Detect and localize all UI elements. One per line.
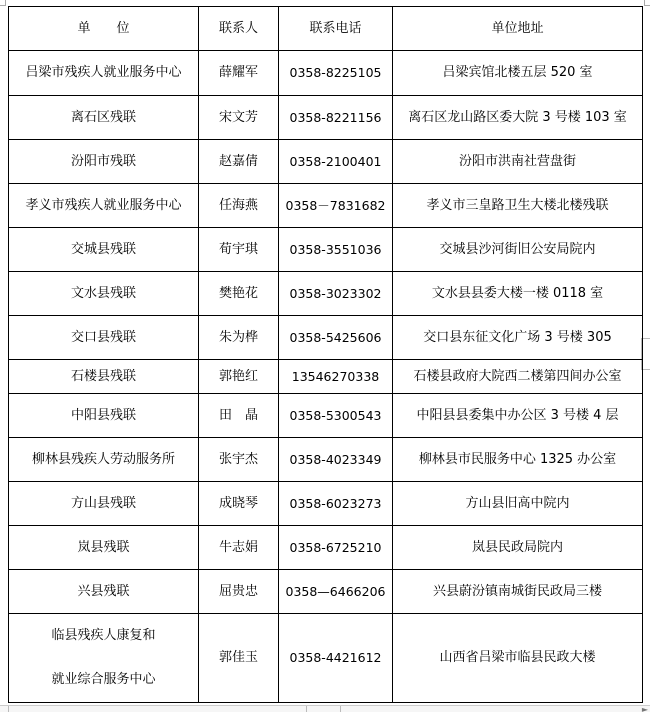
cell-phone: 0358-4421612 [279, 614, 393, 703]
cell-person: 牛志娟 [199, 526, 279, 570]
header-person: 联系人 [199, 7, 279, 51]
cell-person: 薛耀军 [199, 51, 279, 96]
cell-unit [9, 614, 199, 703]
cell-phone: 0358—6466206 [279, 570, 393, 614]
cell-phone: 0358-2100401 [279, 140, 393, 184]
cell-address: 方山县旧高中院内 [393, 482, 643, 526]
cell-phone: 0358-8225105 [279, 51, 393, 96]
cell-address: 孝义市三皇路卫生大楼北楼残联 [393, 184, 643, 228]
cell-address: 交城县沙河街旧公安局院内 [393, 228, 643, 272]
page-bottom-strip [0, 705, 650, 712]
cell-unit: 孝义市残疾人就业服务中心 [9, 184, 199, 228]
cell-address: 交口县东征文化广场 3 号楼 305 [393, 316, 643, 360]
cell-person: 荀宇琪 [199, 228, 279, 272]
cell-person: 郭佳玉 [199, 614, 279, 703]
cell-unit: 中阳县残联 [9, 394, 199, 438]
cell-unit: 交城县残联 [9, 228, 199, 272]
table-row [9, 51, 643, 96]
page-corner-mark [0, 0, 6, 6]
cell-unit: 交口县残联 [9, 316, 199, 360]
cell-address: 兴县蔚汾镇南城街民政局三楼 [393, 570, 643, 614]
cell-phone: 0358-4023349 [279, 438, 393, 482]
cell-unit: 离石区残联 [9, 96, 199, 140]
cell-unit: 兴县残联 [9, 570, 199, 614]
cell-unit: 方山县残联 [9, 482, 199, 526]
table-row [9, 96, 643, 140]
cell-phone: 13546270338 [279, 360, 393, 394]
page-tick [340, 706, 341, 712]
cell-address: 离石区龙山路区委大院 3 号楼 103 室 [393, 96, 643, 140]
table-header-row [9, 7, 643, 51]
cell-person: 樊艳花 [199, 272, 279, 316]
cell-unit: 汾阳市残联 [9, 140, 199, 184]
cell-address: 山西省吕梁市临县民政大楼 [393, 614, 643, 703]
cell-person: 张宇杰 [199, 438, 279, 482]
cell-address: 柳林县市民服务中心 1325 办公室 [393, 438, 643, 482]
scroll-arrow-icon: ► [641, 705, 648, 714]
cell-person: 成晓琴 [199, 482, 279, 526]
cell-phone: 0358－7831682 [279, 184, 393, 228]
table-row [9, 614, 643, 703]
cell-person: 郭艳红 [199, 360, 279, 394]
table-row [9, 394, 643, 438]
cell-phone: 0358-8221156 [279, 96, 393, 140]
cell-address: 汾阳市洪南社营盘街 [393, 140, 643, 184]
cell-person: 宋文芳 [199, 96, 279, 140]
header-phone: 联系电话 [279, 7, 393, 51]
table-row [9, 526, 643, 570]
cell-unit: 柳林县残疾人劳动服务所 [9, 438, 199, 482]
header-unit: 单 位 [9, 7, 199, 51]
table-row [9, 228, 643, 272]
cell-phone: 0358-6023273 [279, 482, 393, 526]
cell-unit: 石楼县残联 [9, 360, 199, 394]
cell-phone: 0358-3023302 [279, 272, 393, 316]
table-row [9, 360, 643, 394]
table-row [9, 438, 643, 482]
cell-phone: 0358-5425606 [279, 316, 393, 360]
cell-person: 朱为桦 [199, 316, 279, 360]
page-tick [8, 706, 9, 712]
cell-unit: 岚县残联 [9, 526, 199, 570]
table-row [9, 140, 643, 184]
contact-table [8, 6, 643, 703]
page-tick [306, 706, 307, 712]
cell-phone: 0358-3551036 [279, 228, 393, 272]
cell-person: 赵嘉倩 [199, 140, 279, 184]
cell-phone: 0358-5300543 [279, 394, 393, 438]
table-row [9, 482, 643, 526]
table-row [9, 272, 643, 316]
cell-person: 田 晶 [199, 394, 279, 438]
table-row [9, 184, 643, 228]
cell-address: 文水县县委大楼一楼 0118 室 [393, 272, 643, 316]
cell-person: 任海燕 [199, 184, 279, 228]
cell-address: 中阳县县委集中办公区 3 号楼 4 层 [393, 394, 643, 438]
cell-person: 屈贵忠 [199, 570, 279, 614]
cell-unit: 吕梁市残疾人就业服务中心 [9, 51, 199, 96]
table-row [9, 316, 643, 360]
page-corner-mark [644, 0, 650, 6]
cell-unit: 文水县残联 [9, 272, 199, 316]
cell-address: 吕梁宾馆北楼五层 520 室 [393, 51, 643, 96]
cell-unit-line: 就业综合服务中心 [51, 672, 156, 687]
cell-address: 岚县民政局院内 [393, 526, 643, 570]
cell-unit-line: 临县残疾人康复和 [51, 628, 156, 643]
header-address: 单位地址 [393, 7, 643, 51]
cell-address: 石楼县政府大院西二楼第四间办公室 [393, 360, 643, 394]
cell-phone: 0358-6725210 [279, 526, 393, 570]
table-row [9, 570, 643, 614]
